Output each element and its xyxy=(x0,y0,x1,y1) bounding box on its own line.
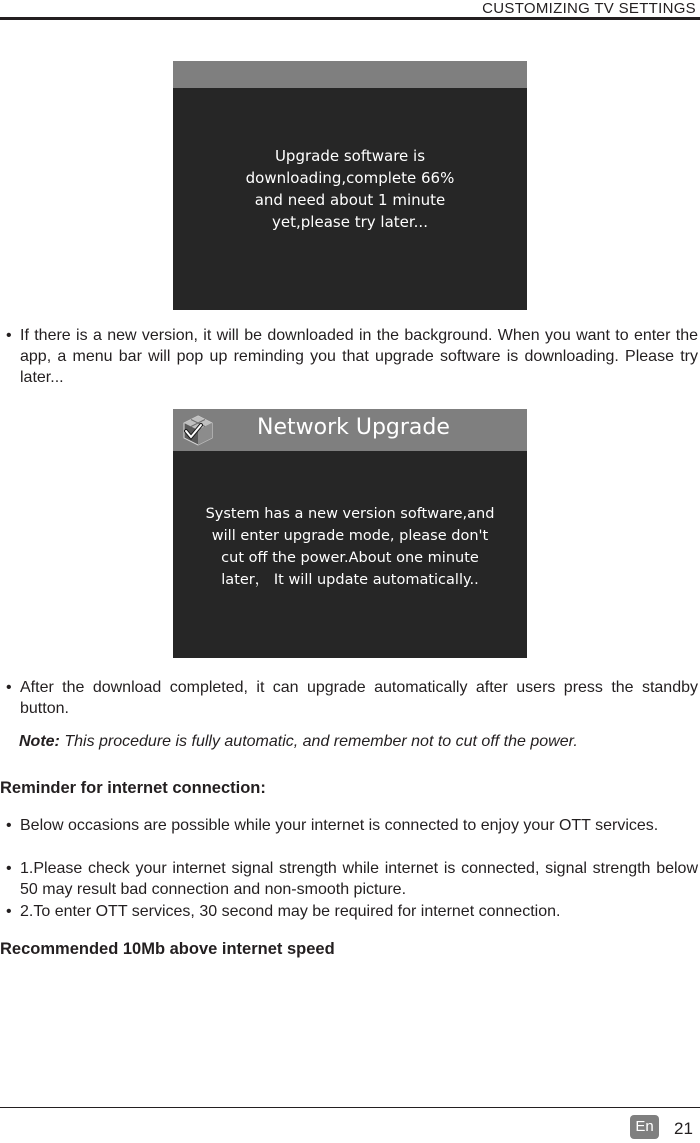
note xyxy=(19,733,578,751)
screen-title-bar xyxy=(173,61,527,88)
note-label: Note: xyxy=(19,733,60,750)
bullet-icon: • xyxy=(6,817,12,834)
cube-check-icon xyxy=(181,413,215,447)
screen-title: Network Upgrade xyxy=(257,415,450,440)
bullet-icon: • xyxy=(6,327,12,344)
footer-divider xyxy=(0,1107,700,1108)
language-badge: En xyxy=(630,1115,659,1139)
tv-screen-downloading xyxy=(173,61,527,310)
bullet-text: If there is a new version, it will be downloaded in the background. When you want to enter the app, a menu bar will pop up reminding you that upgrade software is downloading. Please try later... xyxy=(20,327,698,386)
section-title: CUSTOMIZING TV SETTINGS xyxy=(482,0,696,17)
upgrade-message: System has a new version software,and will enter upgrade mode, please don't cut off the power.About one minute later， It will update automatically.. xyxy=(205,506,495,588)
bullet-icon: • xyxy=(6,679,12,696)
reminder-heading: Reminder for internet connection: xyxy=(0,779,266,797)
bullet-icon: • xyxy=(6,860,12,877)
header-divider xyxy=(0,17,700,20)
tv-screen-network-upgrade xyxy=(173,409,527,658)
reminder-text: 1.Please check your internet signal strength while internet is connected, signal strength below 50 may result bad connection and non-smooth picture. xyxy=(20,860,698,898)
downloading-message: Upgrade software is downloading,complete 66% and need about 1 minute yet,please try later... xyxy=(245,147,455,231)
bullet-text: After the download completed, it can upgrade automatically after users press the standby button. xyxy=(20,679,698,717)
reminder-text: 2.To enter OTT services, 30 second may be required for internet connection. xyxy=(20,903,561,920)
note-text: This procedure is fully automatic, and remember not to cut off the power. xyxy=(59,733,578,750)
recommendation-heading: Recommended 10Mb above internet speed xyxy=(0,940,335,958)
bullet-icon: • xyxy=(6,903,12,920)
screen-title-bar xyxy=(173,409,527,451)
page-number: 21 xyxy=(674,1119,693,1138)
reminder-text: Below occasions are possible while your internet is connected to enjoy your OTT services. xyxy=(20,817,659,834)
